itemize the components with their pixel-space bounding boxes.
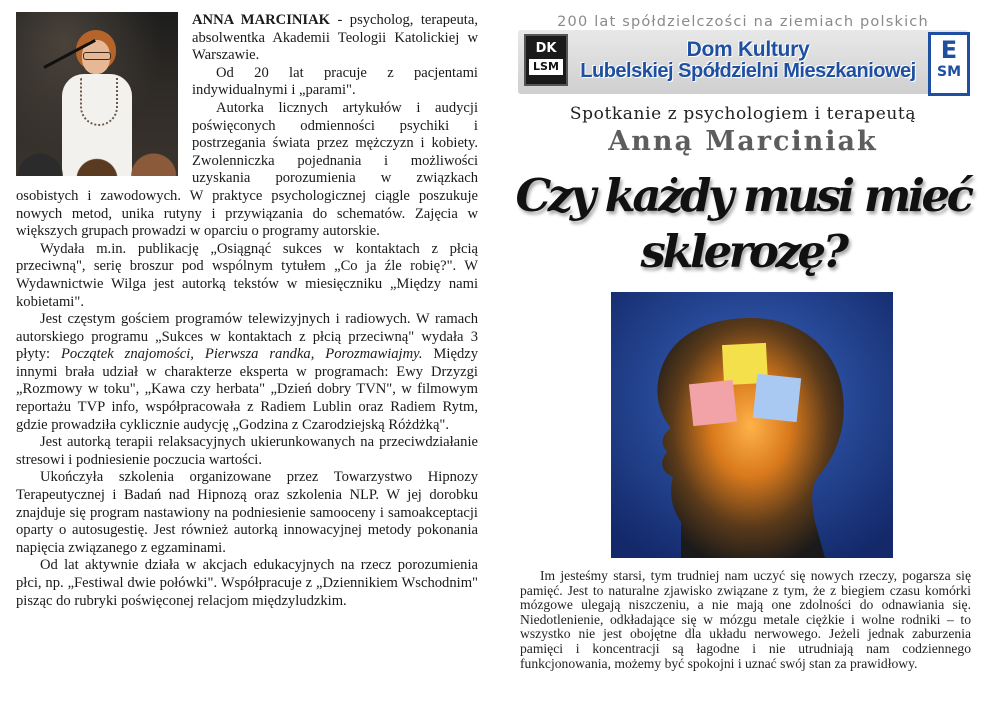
logo-sm-text: SM [936,64,961,80]
dk-lsm-logo [524,34,568,86]
poster-headline: Czy każdy musi mieć sklerozę? [515,169,971,278]
logo-e-text: E [940,36,958,64]
banner-title-line2: Lubelskiej Spółdzielni Mieszkaniowej [580,60,916,82]
esm-logo [928,32,970,96]
paragraph-7: Ukończyła szkolenia organizowane przez Towarzystwo Hipnozy Terapeutycznej i Badań nad Hipnozą oraz szkolenia NLP. W jej dorobku znajduje się program nastawiony na podniesienie samooceny i samoakceptacji oparty o autosugestię. Jest również autorką innowacyjnej metody pokonania napięcia związanego z egzaminami. [16,469,478,556]
head-silhouette-illustration [611,292,893,558]
paragraph-3: Autorka licznych artykułów i audycji poświęconych odmienności psychiki i postrzegania świata przez mężczyzn i kobiety. Zwolenniczka pojednania i możliwości uzyskania porozumienia w związkach osobistych i zawodowych. W praktyce psychologicznej ciągle poszukuje nowych metod, unika rutyny i przywiązania do schematów. Zajęcia w większych grupach prowadzi w oparciu o programy autorskie. [16,99,478,240]
paragraph-4: Wydała m.in. publikację „Osiągnąć sukces w kontaktach z płcią przeciwną", serię broszur pod wspólnym tytułem „Co ja źle robię?". W Wydawnictwie Wilga jest autorką tekstów w miesięczniku „Między nami kobietami". [16,240,478,310]
logo-dk-text: DK [535,41,557,56]
poster-body-text: Im jesteśmy starsi, tym trudniej nam uczyć się nowych rzeczy, pogarsza się pamięć. Jest to naturalne zjawisko związane z tym, że z biegiem czasu komórki mózgowe ulegają niszczeniu, a nie mają one zdolności do odnawiania się. Niedotlenienie, odkładające się w mózgu metale ciężkie i wolne rodniki – to wszystko nie jest obojętne dla układu nerwowego. Jeżeli jednak zaburzenia pamięci i koncentracji są łagodne i nie utrudniają nam codziennego funkcjonowania, możemy być spokojni i uznać swój stan za prawidłowy. [520,568,971,671]
sticky-note-blue [753,374,801,422]
logo-lsm-text: LSM [529,59,563,75]
paragraph-5-part-a: Jest częstym gościem programów telewizyjnych i radiowych. W ramach autorskiego programu „Sukces w kontaktach z płcią przeciwną" wydała 3 płyty: [16,311,478,363]
author-photo [16,12,178,176]
sticky-note-pink [689,380,737,426]
banner-title-line1: Dom Kultury [686,38,810,61]
paragraph-5-part-b: Między innymi brała udział w charakterze eksperta w programach: Ewy Drzyzgi „Rozmowy w toku", „Kawa czy herbata" „Dzień dobry TVN", w filmowym reportażu TVP info, współpracowała z Radiem Lublin oraz Radiem Rytm, gdzie prowadziła cyklicznie audycję „Godzina z Czarodziejską Różdżką". [16,346,479,433]
album-titles: Początek znajomości, Pierwsza randka, Porozmawiajmy. [61,346,423,363]
paragraph-2: Od 20 lat pracuje z pacjentami indywidualnymi i „parami". [192,64,478,99]
left-article [16,12,478,610]
paragraph-5 [16,311,478,434]
paragraph-8: Od lat aktywnie działa w akcjach edukacyjnych na rzecz porozumienia płci, np. „Festiwal dwie połówki". Współpracuje z „Dziennikiem Wschodnim" pisząc do rubryki poświęconej relacjom międzyludzkim. [16,557,478,609]
paragraph-6: Jest autorką terapii relaksacyjnych ukierunkowanych na przeciwdziałanie stresowi i podniesienie poczucia wartości. [16,434,478,468]
poster-body [520,569,971,671]
event-subtitle: Spotkanie z psychologiem i terapeutą [569,104,917,124]
author-name: ANNA MARCINIAK [192,12,330,28]
anniversary-tagline: 200 lat spółdzielczości na ziemiach polskich [557,14,929,30]
intro-text: - psycholog, terapeuta, absolwentka Akademii Teologii Katolickiej w Warszawie. [192,12,478,64]
event-author: Anną Marciniak [608,126,878,157]
